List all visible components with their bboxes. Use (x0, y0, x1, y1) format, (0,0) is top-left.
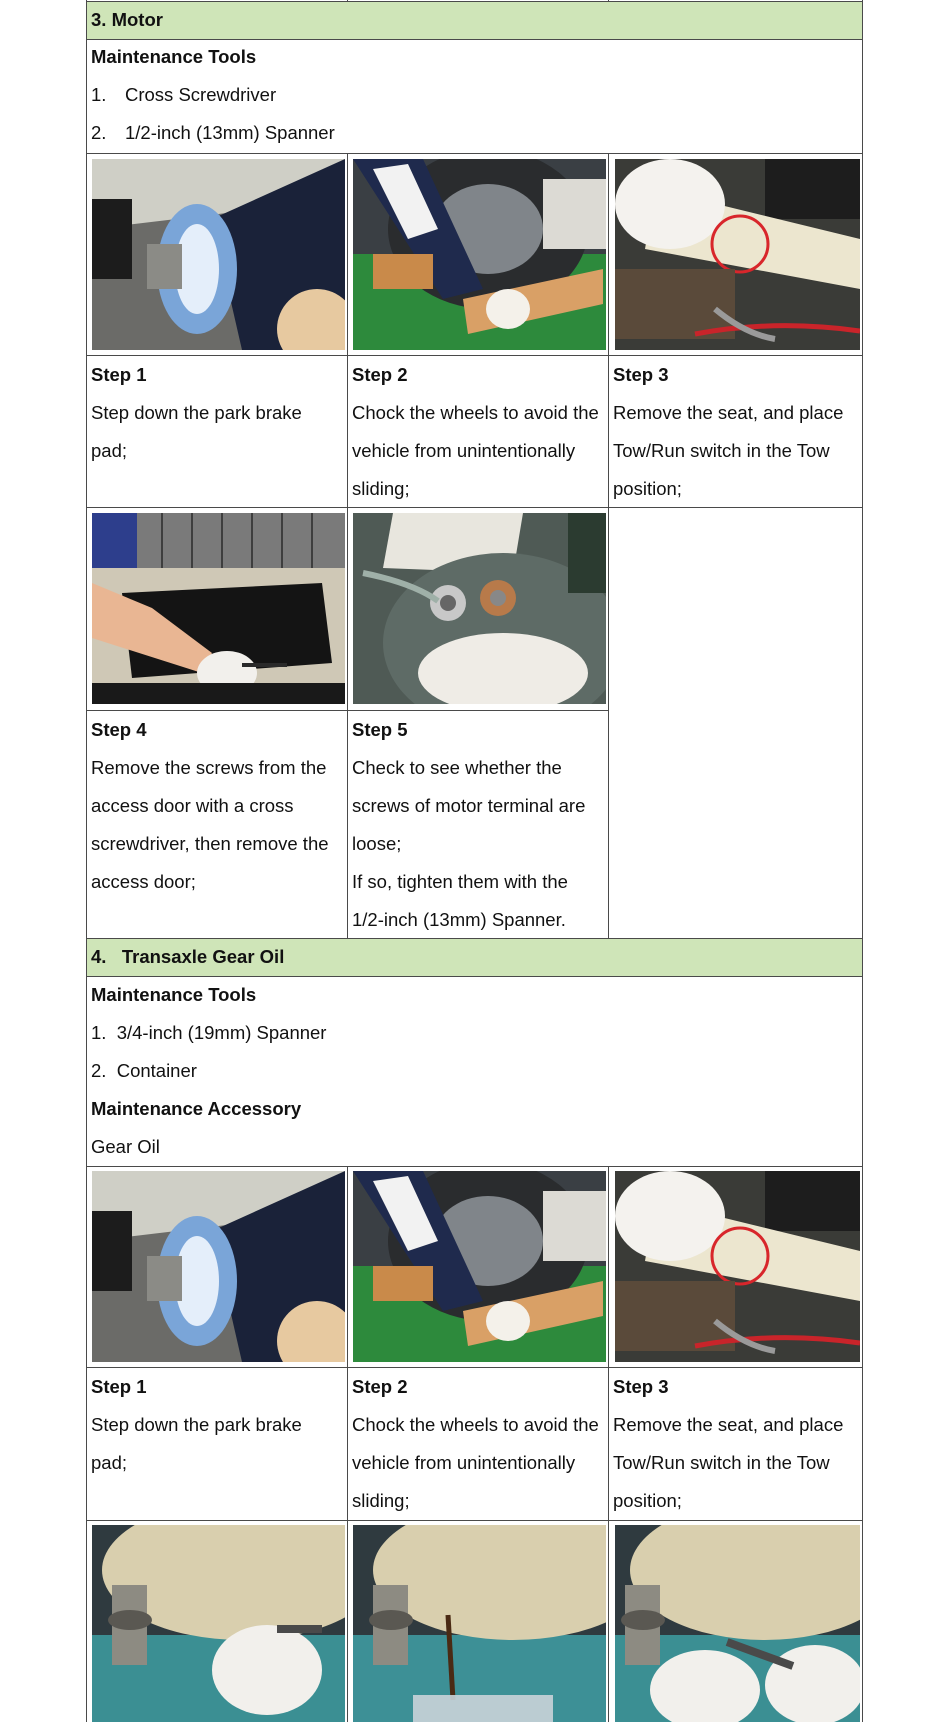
step-text-line: Tow/Run switch in the Tow (613, 1452, 830, 1473)
step-text-line: access door; (91, 871, 196, 892)
motor-tool-item: 1/2-inch (13mm) Spanner (125, 122, 335, 143)
brake-pedal-photo (92, 1171, 345, 1362)
step-text-line: Chock the wheels to avoid the (352, 402, 599, 423)
step-text-line: Step down the park brake (91, 1414, 302, 1435)
motor-terminal-photo (353, 513, 606, 704)
step-text-line: Check to see whether the (352, 757, 562, 778)
step-title: Step 4 (91, 719, 147, 740)
rule (347, 1166, 348, 1722)
step-text-line: screwdriver, then remove the (91, 833, 329, 854)
step-text-line: sliding; (352, 478, 410, 499)
transaxle-tool-item: 2. Container (91, 1060, 197, 1081)
transaxle-tool-item: 1. 3/4-inch (19mm) Spanner (91, 1022, 327, 1043)
step-text-line: position; (613, 1490, 682, 1511)
step-title: Step 1 (91, 1376, 147, 1397)
rule (608, 0, 609, 2)
step-title: Step 2 (352, 1376, 408, 1397)
transaxle-step-1 (91, 1368, 302, 1482)
motor-step-5 (352, 711, 585, 939)
step-text-line: access door with a cross (91, 795, 294, 816)
tow-run-switch-photo (615, 159, 860, 350)
step-text-line: Remove the seat, and place (613, 402, 844, 423)
motor-step-3 (613, 356, 843, 508)
motor-step-1 (91, 356, 302, 470)
motor-section-band (87, 2, 862, 39)
step-text-line: If so, tighten them with the (352, 871, 568, 892)
motor-section-heading: 3. Motor (91, 9, 163, 30)
step-text-line: Tow/Run switch in the Tow (613, 440, 830, 461)
step-title: Step 2 (352, 364, 408, 385)
step-text-line: sliding; (352, 1490, 410, 1511)
motor-tool-number: 2. (91, 122, 107, 143)
access-door-photo (92, 513, 345, 704)
step-title: Step 5 (352, 719, 408, 740)
oil-draining-photo (353, 1525, 606, 1722)
wheel-chock-photo (353, 159, 606, 350)
rule (608, 1166, 609, 1722)
rule (86, 1166, 863, 1167)
step-text-line: pad; (91, 1452, 128, 1473)
step-text-line: Chock the wheels to avoid the (352, 1414, 599, 1435)
motor-tool-item: Cross Screwdriver (125, 84, 277, 105)
step-text-line: position; (613, 478, 682, 499)
step-text-line: Remove the seat, and place (613, 1414, 844, 1435)
motor-step-4 (91, 711, 329, 901)
step-text-line: Step down the park brake (91, 402, 302, 423)
rule (347, 0, 348, 2)
wheel-chock-photo (353, 1171, 606, 1362)
tighten-drain-plug-photo (615, 1525, 860, 1722)
motor-tools-heading: Maintenance Tools (91, 46, 257, 67)
rule (86, 153, 863, 154)
rule (347, 153, 348, 938)
drain-plug-spanner-photo (92, 1525, 345, 1722)
transaxle-accessory-item: Gear Oil (91, 1136, 160, 1157)
transaxle-step-3 (613, 1368, 843, 1520)
step-title: Step 1 (91, 364, 147, 385)
step-title: Step 3 (613, 1376, 669, 1397)
step-text-line: 1/2-inch (13mm) Spanner. (352, 909, 566, 930)
brake-pedal-photo (92, 159, 345, 350)
rule (608, 153, 609, 938)
rule (86, 1, 863, 2)
step-title: Step 3 (613, 364, 669, 385)
rule (86, 0, 87, 1722)
maintenance-sheet (86, 0, 863, 1722)
motor-step-2 (352, 356, 599, 508)
step-text-line: Remove the screws from the (91, 757, 327, 778)
transaxle-section-heading: 4. Transaxle Gear Oil (91, 946, 285, 967)
tow-run-switch-photo (615, 1171, 860, 1362)
transaxle-tools-heading: Maintenance Tools (91, 984, 257, 1005)
step-text-line: pad; (91, 440, 128, 461)
step-text-line: vehicle from unintentionally (352, 440, 576, 461)
step-text-line: loose; (352, 833, 402, 854)
rule (862, 0, 863, 1722)
rule (86, 1520, 863, 1521)
motor-tool-number: 1. (91, 84, 107, 105)
transaxle-accessory-heading: Maintenance Accessory (91, 1098, 302, 1119)
step-text-line: screws of motor terminal are (352, 795, 586, 816)
transaxle-step-2 (352, 1368, 599, 1520)
step-text-line: vehicle from unintentionally (352, 1452, 576, 1473)
